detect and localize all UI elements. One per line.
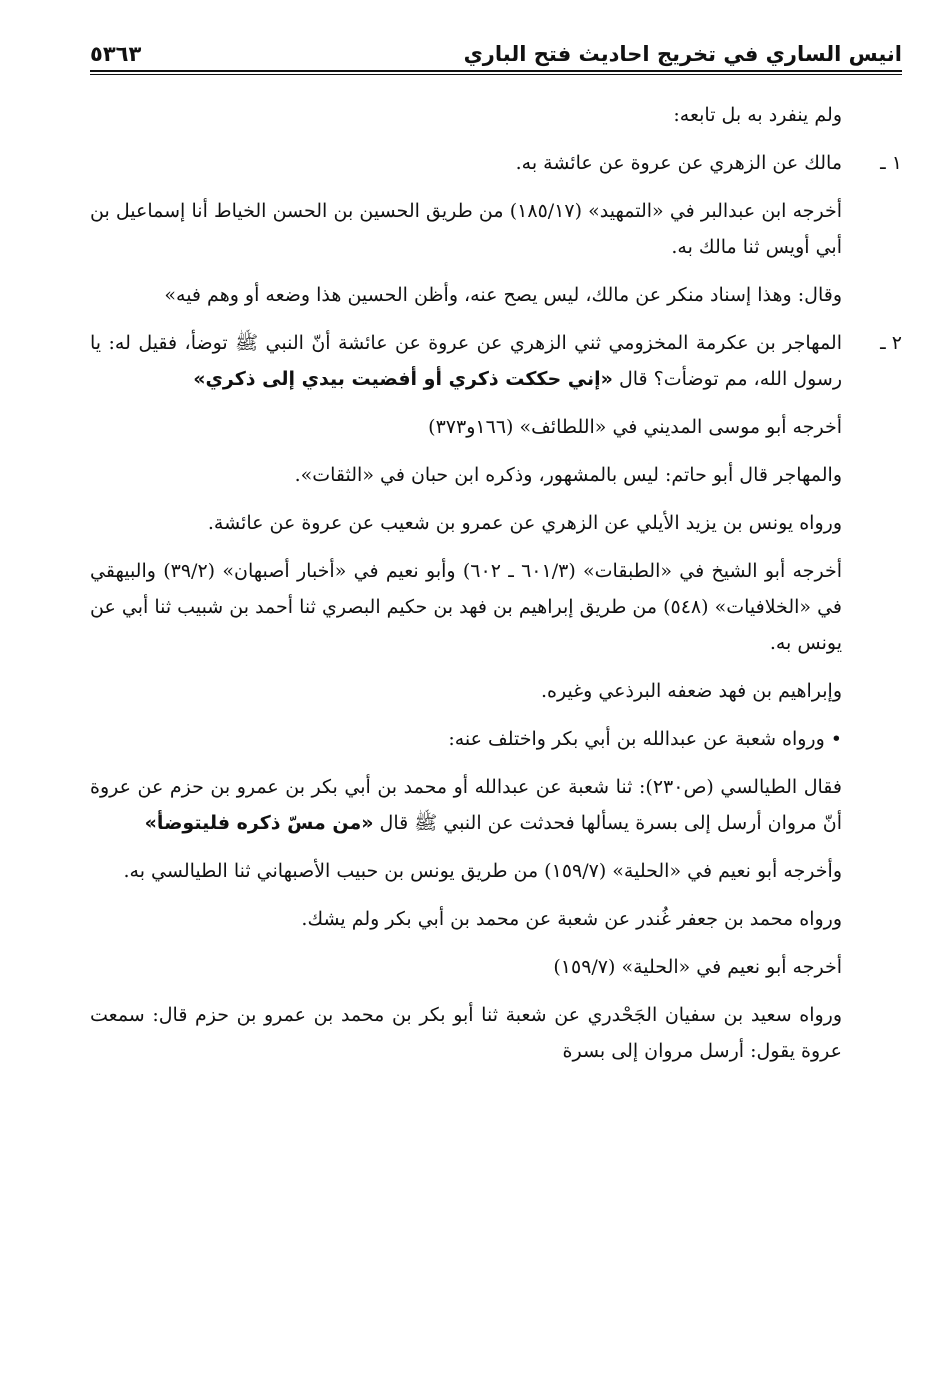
paragraph-takhrij-4: وأخرجه أبو نعيم في «الحلية» (١٥٩/٧) من طريق يونس بن حبيب الأصبهاني ثنا الطيالسي به.	[123, 860, 842, 882]
paragraph-riwaya-2: ورواه محمد بن جعفر غُندر عن شعبة عن محمد بن أبي بكر ولم يشك.	[301, 908, 842, 930]
paragraph-takhrij-1: أخرجه ابن عبدالبر في «التمهيد» (١٨٥/١٧) من طريق الحسين بن الحسن الخياط أنا إسماعيل بن أبي أويس ثنا مالك به.	[90, 200, 843, 258]
item-text-plain: المهاجر بن عكرمة المخزومي ثني الزهري عن عروة عن عائشة أنّ النبي ﷺ توضأ، فقيل له: يا رسول الله، مم توضأت؟ قال	[90, 332, 842, 390]
paragraph-intro: ولم ينفرد به بل تابعه:	[673, 104, 842, 126]
paragraph-takhrij-3: أخرجه أبو الشيخ في «الطبقات» (٦٠١/٣ ـ ٦٠٢) وأبو نعيم في «أخبار أصبهان» (٣٩/٢) والبيهقي في «الخلافيات» (٥٤٨) من طريق إبراهيم بن فهد بن حكيم البصري ثنا أحمد بن شبيب ثنا أبي عن يونس به.	[90, 560, 842, 654]
numbered-item-2	[90, 325, 902, 397]
item-text: مالك عن الزهري عن عروة عن عائشة به.	[515, 152, 842, 174]
page-header	[90, 30, 902, 66]
header-rule	[90, 70, 902, 72]
hadith-text-bold: «من مسّ ذكره فليتوضأ»	[144, 812, 374, 834]
paragraph-comment-1: وقال: وهذا إسناد منكر عن مالك، ليس يصح عنه، وأظن الحسين هذا وضعه أو وهم فيه»	[164, 284, 842, 306]
bullet-text: ورواه شعبة عن عبدالله بن أبي بكر واختلف عنه:	[448, 728, 825, 750]
header-rule-thin	[90, 74, 902, 75]
paragraph-riwaya-1: ورواه يونس بن يزيد الأيلي عن الزهري عن عمرو بن شعيب عن عروة عن عائشة.	[207, 512, 842, 534]
paragraph-riwaya-3: ورواه سعيد بن سفيان الجَحْدري عن شعبة ثنا أبو بكر بن محمد بن عمرو بن حزم قال: سمعت عروة يقول: أرسل مروان إلى بسرة	[90, 1004, 842, 1062]
paragraph-narrator-note-2: وإبراهيم بن فهد ضعفه البرذعي وغيره.	[540, 680, 842, 702]
hadith-text-bold: «إني حككت ذكري أو أفضيت بيدي إلى ذكري»	[193, 368, 613, 390]
bullet-icon: •	[830, 728, 842, 750]
item-number: ١ ـ	[880, 152, 902, 174]
numbered-item-1	[90, 145, 902, 181]
paragraph-bullet	[90, 721, 902, 757]
paragraph-takhrij-2: أخرجه أبو موسى المديني في «اللطائف» (١٦٦و٣٧٣)	[428, 416, 842, 438]
paragraph-narrator-note: والمهاجر قال أبو حاتم: ليس بالمشهور، وذكره ابن حبان في «الثقات».	[294, 464, 842, 486]
item-text	[90, 325, 842, 397]
paragraph-takhrij-5: أخرجه أبو نعيم في «الحلية» (١٥٩/٧)	[553, 956, 842, 978]
paragraph-tayalisi	[90, 769, 902, 841]
paragraph-text-plain: فقال الطيالسي (ص٢٣٠): ثنا شعبة عن عبدالله أو محمد بن أبي بكر بن عمرو بن حزم عن عروة أنّ مروان أرسل إلى بسرة يسألها فحدثت عن النبي ﷺ قال	[90, 776, 842, 834]
running-title: انيس الساري في تخريج احاديث فتح الباري	[463, 42, 902, 66]
page-body	[90, 97, 902, 1069]
page-number: ٥٣٦٣	[90, 42, 142, 66]
book-page	[90, 30, 902, 1360]
item-number: ٢ ـ	[880, 332, 902, 354]
